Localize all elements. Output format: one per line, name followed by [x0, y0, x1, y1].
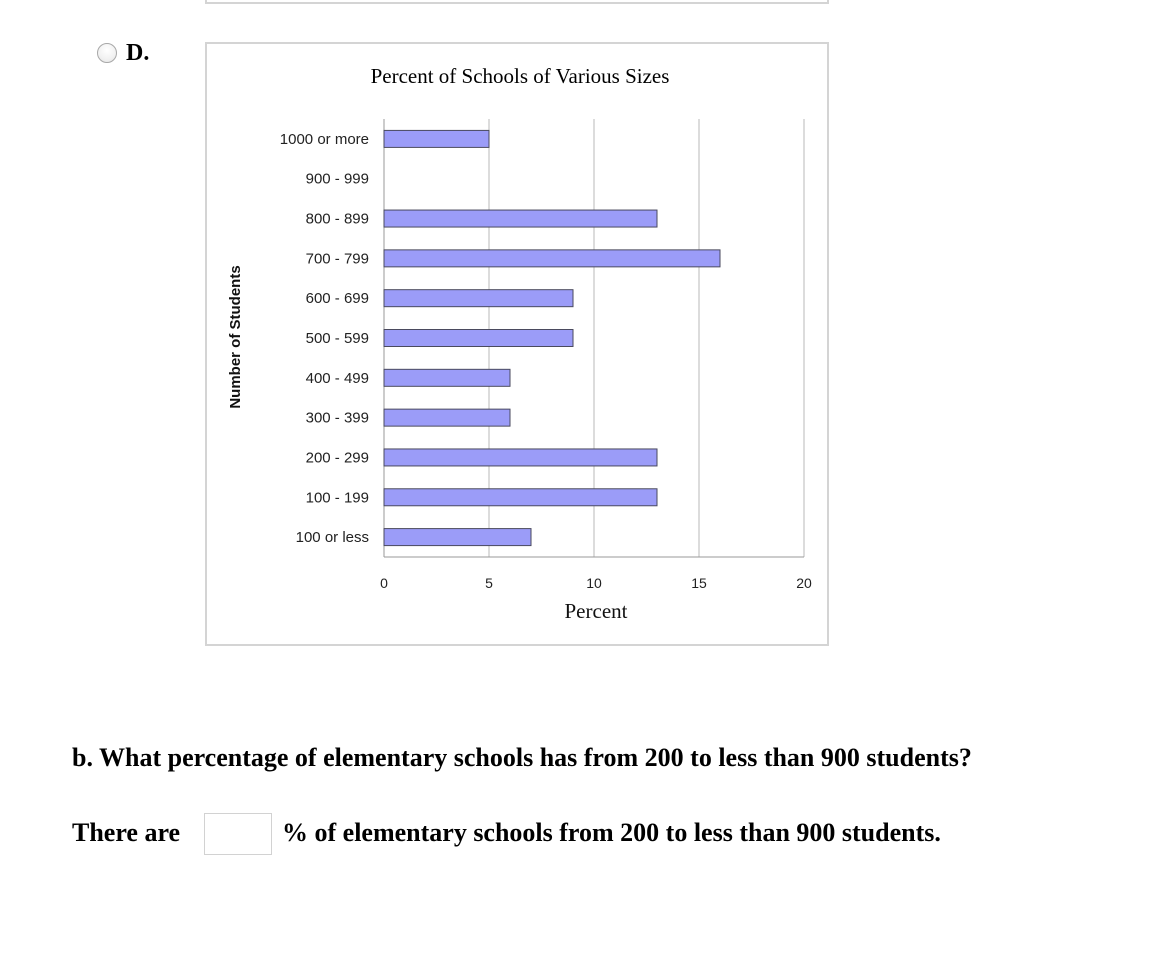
x-tick-label: 20 — [796, 575, 812, 591]
category-label: 1000 or more — [279, 130, 369, 148]
answer-suffix: % of elementary schools from 200 to less than 900 students. — [282, 818, 941, 847]
bar — [384, 449, 657, 466]
previous-chart-frame — [205, 0, 829, 4]
x-tick-label: 15 — [691, 575, 707, 591]
option-d-radio[interactable] — [97, 43, 117, 63]
bar — [384, 250, 720, 267]
x-tick-label: 10 — [586, 575, 602, 591]
chart-panel — [205, 42, 829, 646]
x-tick-label: 0 — [380, 575, 388, 591]
category-label: 600 - 699 — [305, 290, 369, 308]
answer-prefix: There are — [72, 818, 181, 847]
bar — [384, 130, 489, 147]
question-b: b. What percentage of elementary schools has from 200 to less than 900 students? — [72, 743, 972, 772]
y-axis-title: Number of Students — [227, 265, 244, 409]
x-tick-label: 5 — [485, 575, 493, 591]
answer-input[interactable] — [204, 813, 272, 855]
x-axis-title: Percent — [564, 599, 628, 623]
category-label: 100 or less — [295, 529, 369, 547]
category-label: 400 - 499 — [305, 369, 369, 387]
bar — [384, 210, 657, 227]
category-label: 500 - 599 — [305, 330, 369, 347]
category-label: 800 - 899 — [305, 210, 369, 228]
bar-chart — [207, 44, 827, 644]
bar — [384, 330, 573, 347]
category-label: 300 - 399 — [305, 409, 369, 427]
option-label: D. — [126, 40, 150, 66]
chart-title: Percent of Schools of Various Sizes — [370, 64, 670, 88]
category-label: 900 - 999 — [305, 170, 369, 188]
category-label: 200 - 299 — [305, 449, 369, 467]
category-label: 700 - 799 — [305, 250, 369, 268]
bar — [384, 409, 510, 426]
bar — [384, 369, 510, 386]
bar — [384, 529, 531, 546]
category-label: 100 - 199 — [305, 489, 369, 507]
bar — [384, 290, 573, 307]
bar — [384, 489, 657, 506]
